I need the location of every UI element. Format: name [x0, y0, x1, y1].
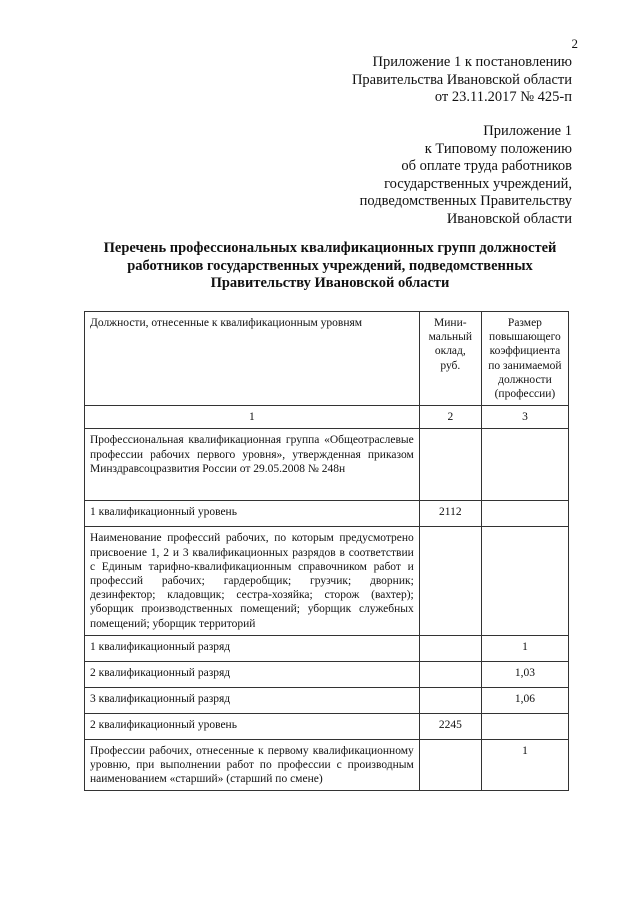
position-cell: 1 квалификационный разряд	[85, 635, 420, 661]
coefficient-cell: 1	[481, 739, 568, 791]
title-line: Перечень профессиональных квалификационных групп должностей	[103, 240, 557, 256]
coefficient-cell	[481, 713, 568, 739]
position-cell: 2 квалификационный уровень	[85, 713, 420, 739]
title-line: Правительству Ивановской области	[210, 275, 450, 291]
appendix-line: подведомственных Правительству	[359, 193, 572, 209]
appendix-line: государственных учреждений,	[384, 175, 572, 192]
table-row	[85, 661, 569, 687]
coefficient-cell: 1,06	[481, 687, 568, 713]
title-line: работников государственных учреждений, подведомственных	[127, 257, 533, 274]
header-min-salary: Мини-мальный оклад, руб.	[419, 312, 481, 406]
table-row	[85, 429, 569, 501]
appendix-line: Ивановской области	[446, 210, 572, 227]
table-row	[85, 635, 569, 661]
header-positions: Должности, отнесенные к квалификационным уровням	[85, 312, 420, 406]
column-number: 3	[481, 406, 568, 429]
salary-cell: 2245	[419, 713, 481, 739]
appendix-line: Приложение 1 к постановлению	[372, 54, 572, 70]
appendix-line: об оплате труда работников	[401, 158, 572, 174]
salary-cell	[419, 687, 481, 713]
position-cell: Наименование профессий рабочих, по которым предусмотрено присвоение 1, 2 и 3 квалификационных разрядов в соответствии с Единым тарифно-квалификационным справочником работ и профессий рабочих; гардеробщик; грузчик; дворник; дезинфектор; кладовщик; сестра-хозяйка; сторож (вахтер); уборщик производственных помещений; уборщик служебных помещений; уборщик территорий	[85, 527, 420, 635]
coefficient-cell	[481, 501, 568, 527]
position-cell: 3 квалификационный разряд	[85, 687, 420, 713]
position-cell: Профессии рабочих, отнесенные к первому квалификационному уровню, при выполнении работ по профессии с производным наименованием «старший» (старший по смене)	[85, 739, 420, 791]
table-row	[85, 739, 569, 791]
column-number-row	[85, 406, 569, 429]
salary-cell: 2112	[419, 501, 481, 527]
appendix-resolution-reference	[352, 54, 572, 107]
table-row	[85, 713, 569, 739]
coefficient-cell	[481, 429, 568, 501]
appendix-typical-regulation-reference	[360, 123, 572, 228]
salary-cell	[419, 527, 481, 635]
position-cell: Профессиональная квалификационная группа «Общеотраслевые профессии рабочих первого уровня», утвержденная приказом Минздравсоцразвития России от 29.05.2008 № 248н	[85, 429, 420, 501]
coefficient-cell: 1,03	[481, 661, 568, 687]
salary-cell	[419, 635, 481, 661]
table-row	[85, 527, 569, 635]
appendix-line: Правительства Ивановской области	[351, 71, 572, 88]
salary-cell	[419, 429, 481, 501]
table-row	[85, 501, 569, 527]
appendix-line: к Типовому положению	[424, 140, 572, 157]
position-cell: 1 квалификационный уровень	[85, 501, 420, 527]
appendix-line: Приложение 1	[483, 123, 572, 139]
qualification-groups-table	[84, 311, 569, 791]
page-number: 2	[571, 36, 578, 51]
position-cell: 2 квалификационный разряд	[85, 661, 420, 687]
header-coefficient: Размер повышающего коэффициента по занимаемой должности (профессии)	[481, 312, 568, 406]
table-header-row	[85, 312, 569, 406]
coefficient-cell: 1	[481, 635, 568, 661]
column-number: 2	[419, 406, 481, 429]
appendix-line: от 23.11.2017 № 425-п	[434, 89, 572, 105]
salary-cell	[419, 661, 481, 687]
document-title	[84, 240, 576, 293]
salary-cell	[419, 739, 481, 791]
coefficient-cell	[481, 527, 568, 635]
column-number: 1	[85, 406, 420, 429]
table-row	[85, 687, 569, 713]
